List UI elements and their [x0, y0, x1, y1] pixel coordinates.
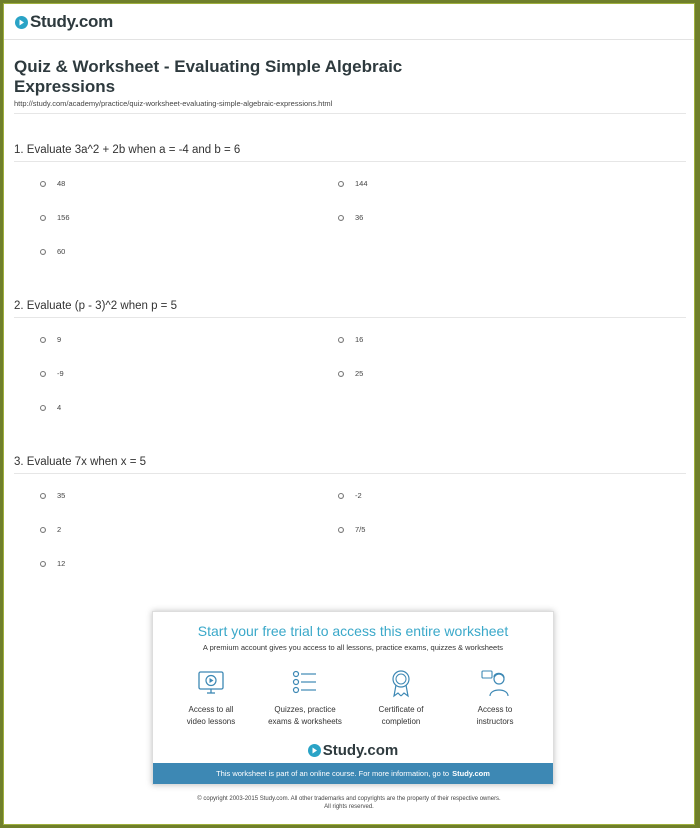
feature-line1: Certificate of — [378, 705, 424, 714]
radio-button[interactable] — [40, 337, 46, 343]
study-logo[interactable] — [15, 12, 113, 32]
copyright-line2: All rights reserved. — [324, 804, 374, 810]
option-q1-c[interactable] — [40, 213, 70, 222]
radio-button[interactable] — [40, 527, 46, 533]
play-icon — [308, 744, 321, 757]
question-divider — [14, 317, 686, 318]
copyright — [4, 795, 694, 811]
free-trial-promo — [152, 611, 554, 785]
option-label: 48 — [57, 179, 66, 188]
play-icon — [15, 16, 28, 29]
promo-headline[interactable]: Start your free trial to access this entire worksheet — [197, 623, 509, 639]
feature-list — [153, 668, 553, 738]
worksheet-page — [3, 3, 695, 825]
option-label: 9 — [57, 335, 62, 344]
page-title: Quiz & Worksheet - Evaluating Simple Algebraic Expressions — [14, 57, 403, 96]
option-q2-c[interactable] — [40, 369, 64, 378]
option-q1-e[interactable] — [40, 247, 65, 256]
feature-line1: Access to — [477, 705, 513, 714]
option-label: 16 — [355, 335, 364, 344]
option-label: 12 — [57, 559, 66, 568]
option-q3-e[interactable] — [40, 559, 65, 568]
radio-button[interactable] — [40, 215, 46, 221]
option-q1-a[interactable] — [40, 179, 65, 188]
promo-bar-link[interactable]: Study.com — [452, 769, 490, 778]
feature-line2: exams & worksheets — [268, 717, 342, 726]
option-q3-b[interactable] — [338, 491, 362, 500]
question-text: 3. Evaluate 7x when x = 5 — [14, 456, 147, 468]
promo-logo-text: Study.com — [322, 742, 399, 759]
feature-instructors — [445, 668, 545, 728]
video-lesson-icon — [196, 668, 226, 698]
option-q1-d[interactable] — [338, 213, 363, 222]
feature-line2: instructors — [476, 717, 514, 726]
logo-text: Study.com — [30, 12, 113, 31]
option-label: -2 — [355, 491, 362, 500]
feature-video-lessons — [161, 668, 261, 728]
question-3 — [14, 456, 686, 474]
promo-bar-text: This worksheet is part of an online course. For more information, go to — [216, 769, 450, 778]
radio-button[interactable] — [40, 561, 46, 567]
radio-button[interactable] — [40, 493, 46, 499]
promo-logo[interactable] — [153, 742, 553, 759]
feature-line2: completion — [381, 717, 421, 726]
option-q2-d[interactable] — [338, 369, 363, 378]
feature-certificate — [351, 668, 451, 728]
header-divider — [4, 39, 694, 40]
option-q3-a[interactable] — [40, 491, 65, 500]
option-q1-b[interactable] — [338, 179, 368, 188]
question-text: 2. Evaluate (p - 3)^2 when p = 5 — [14, 300, 177, 312]
question-2 — [14, 300, 686, 318]
certificate-icon — [386, 668, 416, 698]
radio-button[interactable] — [40, 405, 46, 411]
promo-bar — [153, 763, 553, 784]
option-q2-e[interactable] — [40, 403, 61, 412]
option-label: 144 — [355, 179, 368, 188]
quiz-list-icon — [290, 668, 320, 698]
instructor-icon — [480, 668, 510, 698]
option-label: 7/5 — [355, 525, 366, 534]
radio-button[interactable] — [40, 249, 46, 255]
radio-button[interactable] — [338, 181, 344, 187]
option-label: 156 — [57, 213, 70, 222]
radio-button[interactable] — [40, 181, 46, 187]
copyright-line1: © copyright 2003-2015 Study.com. All other trademarks and copyrights are the property of their respective owners. — [197, 796, 501, 802]
option-label: 4 — [57, 403, 62, 412]
radio-button[interactable] — [338, 527, 344, 533]
question-1 — [14, 144, 686, 162]
option-label: 2 — [57, 525, 62, 534]
question-text: 1. Evaluate 3a^2 + 2b when a = -4 and b = 6 — [14, 144, 241, 156]
radio-button[interactable] — [338, 215, 344, 221]
question-divider — [14, 473, 686, 474]
radio-button[interactable] — [338, 493, 344, 499]
question-divider — [14, 161, 686, 162]
option-q3-c[interactable] — [40, 525, 61, 534]
feature-line1: Access to all — [188, 705, 234, 714]
option-label: 36 — [355, 213, 364, 222]
feature-line2: video lessons — [186, 717, 236, 726]
url-divider — [14, 113, 686, 114]
option-q3-d[interactable] — [338, 525, 365, 534]
option-label: -9 — [57, 369, 64, 378]
option-q2-a[interactable] — [40, 335, 61, 344]
option-label: 35 — [57, 491, 66, 500]
radio-button[interactable] — [338, 337, 344, 343]
radio-button[interactable] — [40, 371, 46, 377]
option-label: 60 — [57, 247, 66, 256]
page-url[interactable]: http://study.com/academy/practice/quiz-worksheet-evaluating-simple-algebraic-expressions.html — [14, 99, 333, 108]
feature-line1: Quizzes, practice — [274, 705, 336, 714]
radio-button[interactable] — [338, 371, 344, 377]
option-q2-b[interactable] — [338, 335, 363, 344]
promo-subline: A premium account gives you access to all lessons, practice exams, quizzes & worksheets — [202, 643, 504, 652]
option-label: 25 — [355, 369, 364, 378]
feature-quizzes — [255, 668, 355, 728]
